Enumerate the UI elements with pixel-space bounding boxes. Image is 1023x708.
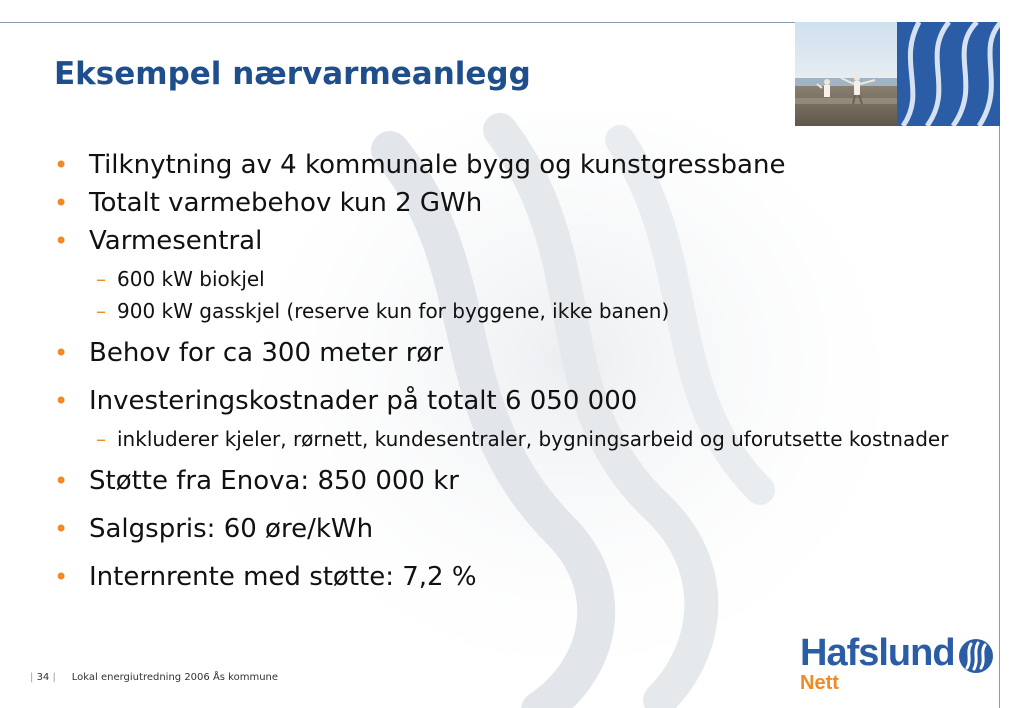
brand-flame-panel (897, 22, 1000, 126)
hafslund-flame-icon (958, 638, 994, 674)
sub-bullet-text: 600 kW biokjel (117, 267, 265, 291)
page-number: 34 (36, 672, 50, 683)
bullet-item (54, 222, 984, 260)
bullet-text: Støtte fra Enova: 850 000 kr (89, 466, 459, 496)
footer: | 34 | Lokal energiutredning 2006 Ås kommune (30, 672, 279, 683)
dash-icon: – (96, 299, 106, 323)
bullet-item (54, 510, 984, 548)
bullet-dot-icon: • (54, 467, 69, 495)
bullet-text: Varmesentral (89, 226, 263, 256)
bullet-dot-icon: • (54, 189, 69, 217)
dash-icon: – (96, 267, 106, 291)
sub-bullet-text: 900 kW gasskjel (reserve kun for byggene, ikke banen) (117, 299, 670, 323)
bullet-item (54, 462, 984, 500)
bullet-item (54, 184, 984, 222)
sub-bullet-text: inkluderer kjeler, rørnett, kundesentraler, bygningsarbeid og uforutsette kostnader (117, 427, 949, 451)
bullet-dot-icon: • (54, 227, 69, 255)
bullet-item (54, 558, 984, 596)
sub-bullet-item (54, 426, 984, 452)
footer-text: Lokal energiutredning 2006 Ås kommune (71, 672, 279, 683)
bullet-text: Totalt varmebehov kun 2 GWh (89, 188, 483, 218)
bullet-text: Tilknytning av 4 kommunale bygg og kunstgressbane (89, 150, 786, 180)
bullet-item (54, 146, 984, 184)
bullet-item (54, 382, 984, 420)
bullet-item (54, 334, 984, 372)
bullet-list (54, 146, 984, 596)
dash-icon: – (96, 427, 106, 451)
bullet-text: Internrente med støtte: 7,2 % (89, 562, 477, 592)
hafslund-logo-sub: Nett (800, 672, 839, 694)
bullet-dot-icon: • (54, 563, 69, 591)
beach-photo (795, 22, 897, 126)
bullet-dot-icon: • (54, 339, 69, 367)
hafslund-logo-text: Hafslund (800, 632, 955, 674)
bullet-text: Behov for ca 300 meter rør (89, 338, 444, 368)
slide-title: Eksempel nærvarmeanlegg (54, 56, 531, 92)
sub-bullet-item (54, 266, 984, 292)
bullet-dot-icon: • (54, 151, 69, 179)
sub-bullet-item (54, 298, 984, 324)
bullet-text: Salgspris: 60 øre/kWh (89, 514, 374, 544)
bullet-dot-icon: • (54, 387, 69, 415)
bullet-dot-icon: • (54, 515, 69, 543)
bullet-text: Investeringskostnader på totalt 6 050 000 (89, 386, 638, 416)
